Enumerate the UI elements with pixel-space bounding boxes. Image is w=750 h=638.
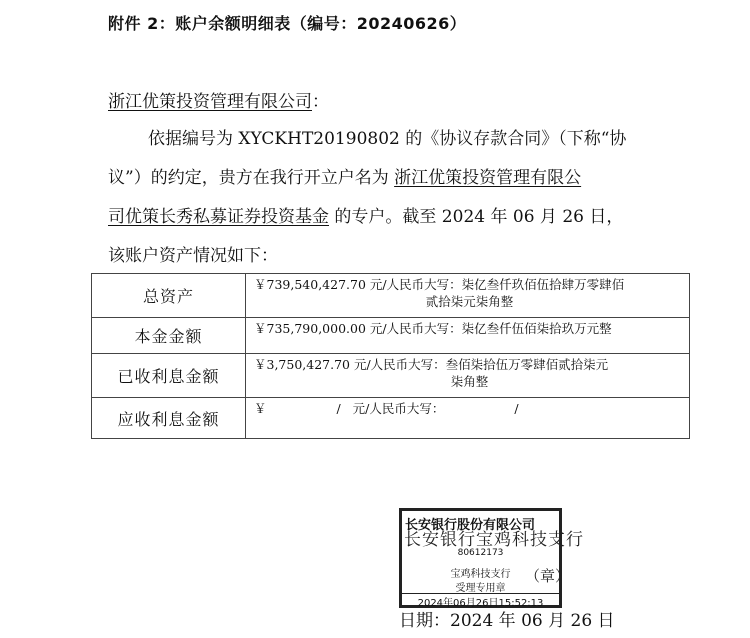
row-label: 应收利息金额: [92, 398, 246, 439]
body-line-4: 该账户资产情况如下：: [108, 246, 278, 266]
stamp-purpose: 受理专用章: [455, 583, 506, 594]
seal-note: （章）: [525, 567, 571, 585]
row-value-line-2: 贰拾柒元柒角整: [425, 294, 514, 309]
row-label: 总资产: [92, 274, 246, 318]
table-row: [92, 398, 690, 439]
document-title: 附件 2：账户余额明细表（编号：20240626）: [108, 14, 467, 33]
row-value: [246, 398, 690, 439]
body-line-2: [108, 165, 581, 191]
blank-slash: /: [336, 401, 341, 416]
body-line-2-text: 议”）的约定，贵方在我行开立户名为: [108, 168, 395, 188]
addressee-name: 浙江优策投资管理有限公司: [108, 92, 312, 112]
body-line-3: [108, 204, 623, 230]
account-balance-table: [91, 273, 690, 439]
table-row: [92, 354, 690, 398]
bank-stamp: [399, 508, 562, 608]
row-value-text: 元/人民币大写：: [352, 401, 445, 416]
row-value-line-1: ￥3,750,427.70 元/人民币大写：叁佰柒拾伍万零肆佰贰拾柒元: [254, 357, 609, 372]
stamp-code: 80612173: [457, 548, 504, 558]
row-value: [246, 274, 690, 318]
yen-sign: ￥: [254, 401, 267, 416]
addressee-colon: ：: [312, 92, 329, 112]
row-value-line-1: ￥735,790,000.00 元/人民币大写：柒亿叁仟伍佰柒拾玖万元整: [254, 321, 612, 336]
table-row: [92, 318, 690, 354]
blank-slash: /: [514, 401, 519, 416]
row-value-line-2: 柒角整: [450, 374, 489, 389]
table-row: [92, 274, 690, 318]
body-line-1: 依据编号为 XYCKHT20190802 的《协议存款合同》（下称“协: [148, 129, 627, 149]
row-label: 已收利息金额: [92, 354, 246, 398]
addressee: [108, 89, 329, 115]
body-line-3-text: 的专户。截至 2024 年 06 月 26 日，: [329, 207, 624, 227]
row-value: [246, 354, 690, 398]
stamp-timestamp: 2024年06月26日15:52:13: [402, 593, 559, 609]
row-value-line-1: ￥739,540,427.70 元/人民币大写：柒亿叁仟玖佰伍拾肆万零肆佰: [254, 277, 625, 292]
account-name-part-2: 司优策长秀私募证券投资基金: [108, 207, 329, 227]
stamp-bank-name: 长安银行股份有限公司: [405, 518, 536, 533]
stamp-branch: 宝鸡科技支行: [450, 569, 511, 580]
signing-date: 日期：2024 年 06 月 26 日: [399, 611, 615, 631]
account-name-part-1: 浙江优策投资管理有限公: [394, 168, 582, 188]
row-label: 本金金额: [92, 318, 246, 354]
signing-branch: 长安银行宝鸡科技支行: [404, 530, 584, 550]
row-value: [246, 318, 690, 354]
